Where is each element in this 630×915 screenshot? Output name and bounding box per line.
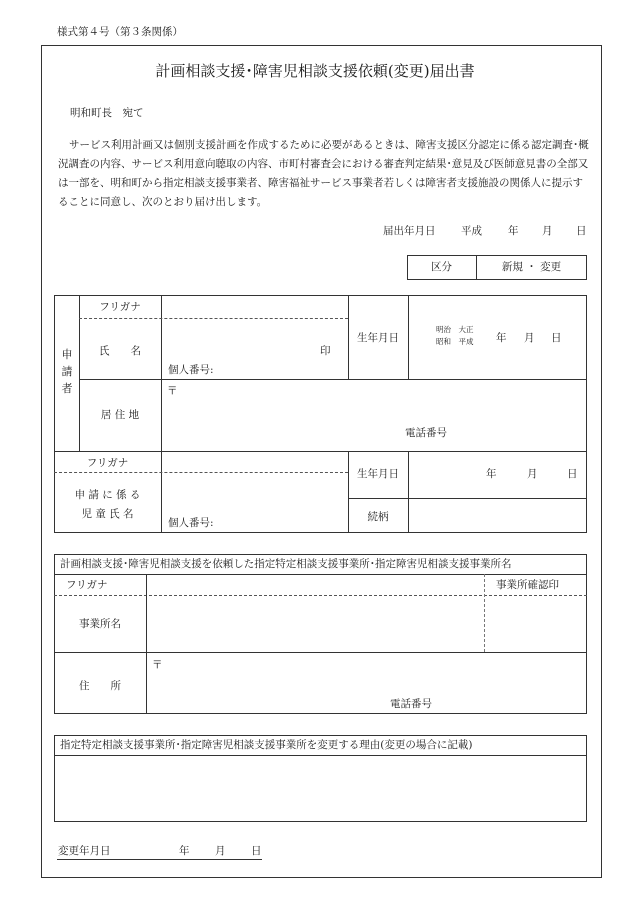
applicant-name-label: 氏 名: [99, 345, 141, 357]
office-name-label: 事業所名: [79, 618, 121, 630]
addressee: 明和町長 宛て: [70, 107, 144, 119]
child-label-line2: 児 童 氏 名: [81, 508, 134, 520]
applicant-dob-day: 日: [551, 332, 562, 344]
relation-label: 続柄: [367, 511, 389, 523]
change-date-label: 変更年月日: [58, 845, 111, 857]
office-name-field[interactable]: [147, 596, 484, 652]
submission-date-label: 届出年月日: [383, 225, 436, 237]
applicant-dob-month: 月: [524, 332, 535, 344]
relation-field[interactable]: [409, 499, 587, 533]
child-furigana-label: フリガナ: [86, 457, 129, 469]
office-address-field[interactable]: [147, 653, 587, 714]
applicant-dob-label: 生年月日: [357, 332, 399, 344]
seal-mark: 印: [320, 345, 331, 357]
child-dob-day: 日: [567, 468, 578, 480]
child-mynumber-label: 個人番号:: [168, 517, 214, 529]
era-options-bottom[interactable]: 昭和 平成: [436, 337, 474, 346]
kubun-label: 区分: [431, 261, 452, 273]
office-address-label: 住 所: [79, 680, 121, 692]
year-label: 年: [508, 225, 519, 237]
month-label: 月: [542, 225, 553, 237]
kubun-value[interactable]: 新規 ・ 変更: [501, 261, 562, 273]
page-title: 計画相談支援･障害児相談支援依頼(変更)届出書: [155, 62, 475, 80]
child-label-line1: 申 請 に 係 る: [74, 489, 141, 501]
applicant-dob-year: 年: [496, 332, 507, 344]
change-date-year: 年: [179, 845, 190, 857]
reason-field[interactable]: [55, 756, 586, 821]
applicant-mynumber-label: 個人番号:: [168, 364, 214, 376]
applicant-phone-label: 電話番号: [405, 427, 447, 439]
applicant-address-field[interactable]: [162, 380, 587, 450]
applicant-section-label: 申 請 者: [61, 348, 73, 395]
era-options-top[interactable]: 明治 大正: [436, 325, 474, 334]
postal-mark: 〒: [167, 385, 178, 397]
form-number: 様式第４号（第３条関係）: [57, 26, 183, 38]
change-date-underline: [57, 859, 262, 860]
office-header: 計画相談支援･障害児相談支援を依頼した指定特定相談支援事業所･指定障害児相談支援事業所名: [60, 558, 512, 570]
consent-paragraph: サービス利用計画又は個別支援計画を作成するために必要があるときは、障害支援区分認定に係る認定調査･概況調査の内容、サービス利用意向聴取の内容、市町村審査会における審査判定結果･意見及び医師意見書の全部又は一部を、明和町から指定相談支援事業者、障害福祉サービス事業者若しくは障害者支援施設の関係人に提示することに同意し、次のとおり届け出します。: [58, 139, 589, 208]
change-date-day: 日: [251, 845, 262, 857]
child-dob-label: 生年月日: [357, 468, 399, 480]
era-label: 平成: [461, 225, 482, 237]
confirm-seal-label: 事業所確認印: [496, 579, 559, 591]
office-phone-label: 電話番号: [390, 698, 432, 710]
change-date-month: 月: [215, 845, 226, 857]
reason-header: 指定特定相談支援事業所･指定障害児相談支援事業所を変更する理由(変更の場合に記載): [60, 739, 473, 751]
office-furigana-label: フリガナ: [66, 579, 108, 591]
day-label: 日: [576, 225, 587, 237]
child-dob-month: 月: [527, 468, 538, 480]
office-postal-mark: 〒: [152, 659, 163, 671]
child-dob-year: 年: [486, 468, 497, 480]
address-label: 居 住 地: [100, 409, 140, 421]
applicant-furigana-label: フリガナ: [99, 301, 141, 313]
